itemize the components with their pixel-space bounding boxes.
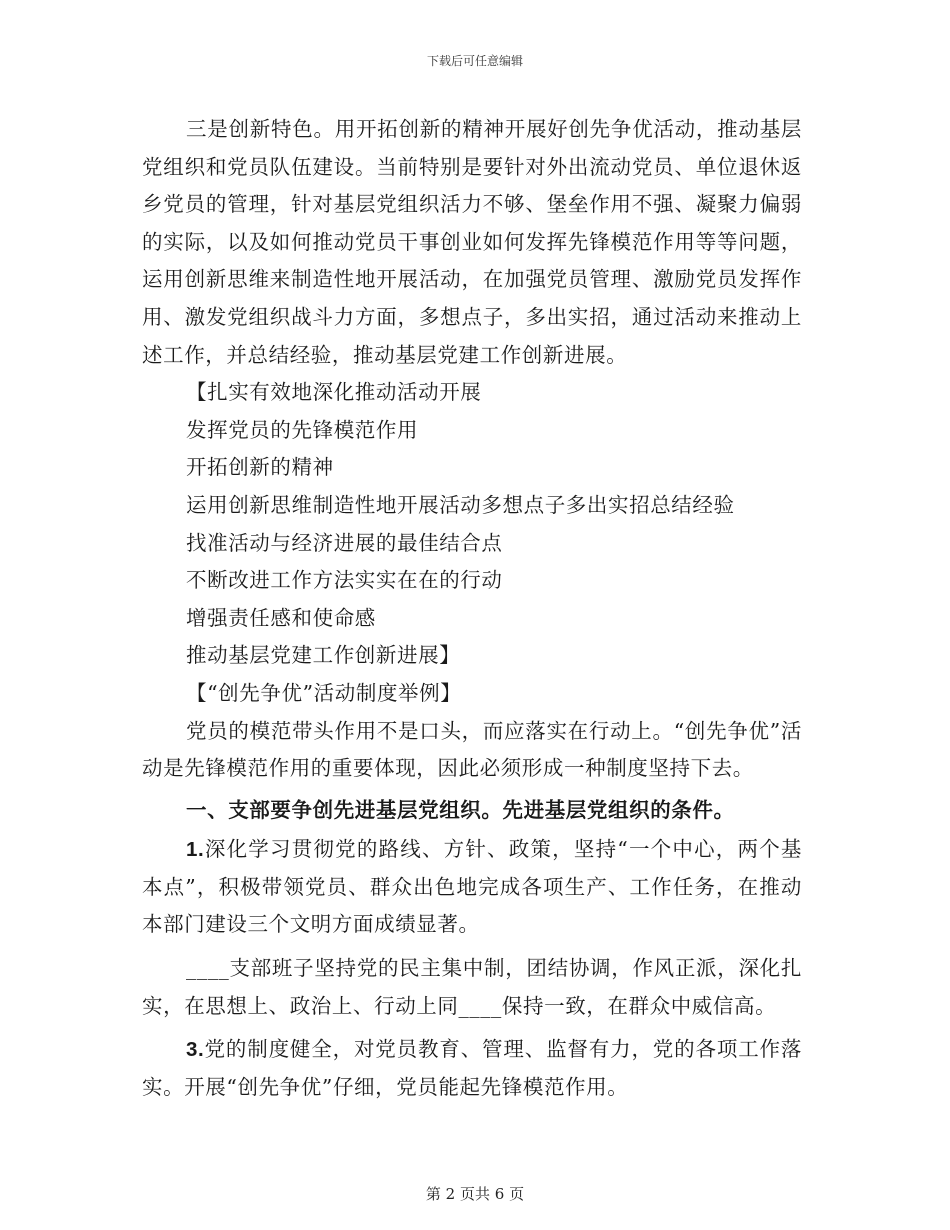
list-item-text: 深化学习贯彻党的路线、方针、政策，坚持“一个中心，两个基本点”，积极带领党员、群众出色地完成各项生产、工作任务，在推动本部门建设三个文明方面成绩显著。 (142, 837, 802, 937)
bracket-line: 【扎实有效地深化推动活动开展 (186, 380, 482, 405)
document-body (142, 111, 802, 1106)
bracket-line: 增强责任感和使命感 (186, 605, 376, 630)
bracket-line: 发挥党员的先锋模范作用 (186, 417, 419, 442)
list-number: 1. (186, 838, 205, 862)
list-item-3 (142, 1031, 802, 1106)
paragraph-innovation: 三是创新特色。用开拓创新的精神开展好创先争优活动，推动基层党组织和党员队伍建设。当前特别是要针对外出流动党员、单位退休返乡党员的管理，针对基层党组织活力不够、堡垒作用不强、凝聚力偏弱的实际，以及如何推动党员干事创业如何发挥先锋模范作用等等问题，运用创新思维来制造性地开展活动，在加强党员管理、激励党员发挥作用、激发党组织战斗力方面，多想点子，多出实招，通过活动来推动上述工作，并总结经验，推动基层党建工作创新进展。 (142, 117, 802, 367)
section-title-bracket: 【“创先争优”活动制度举例】 (186, 680, 462, 705)
page-header: 下载后可任意编辑 (426, 54, 523, 68)
bracket-line: 找准活动与经济进展的最佳结合点 (186, 530, 503, 555)
bracket-line: 开拓创新的精神 (186, 455, 334, 480)
paragraph-intro: 党员的模范带头作用不是口头，而应落实在行动上。“创先争优”活动是先锋模范作用的重要体现，因此必须形成一种制度坚持下去。 (142, 718, 802, 781)
section-heading: 一、支部要争创先进基层党组织。先进基层党组织的条件。 (186, 797, 735, 822)
bracket-line: 不断改进工作方法实实在在的行动 (186, 568, 503, 593)
bracket-line: 运用创新思维制造性地开展活动多想点子多出实招总结经验 (186, 492, 735, 517)
list-item-text: 党的制度健全，对党员教育、管理、监督有力，党的各项工作落实。开展“创先争优”仔细，党员能起先锋模范作用。 (142, 1037, 802, 1099)
page-footer: 第 2 页共 6 页 (425, 1185, 525, 1203)
list-item-1 (142, 831, 802, 944)
list-number: 3. (186, 1038, 205, 1062)
bracket-line: 推动基层党建工作创新进展】 (186, 643, 461, 668)
list-item-2: ____支部班子坚持党的民主集中制，团结协调，作风正派，深化扎实，在思想上、政治上、行动上同____保持一致，在群众中威信高。 (142, 956, 802, 1018)
